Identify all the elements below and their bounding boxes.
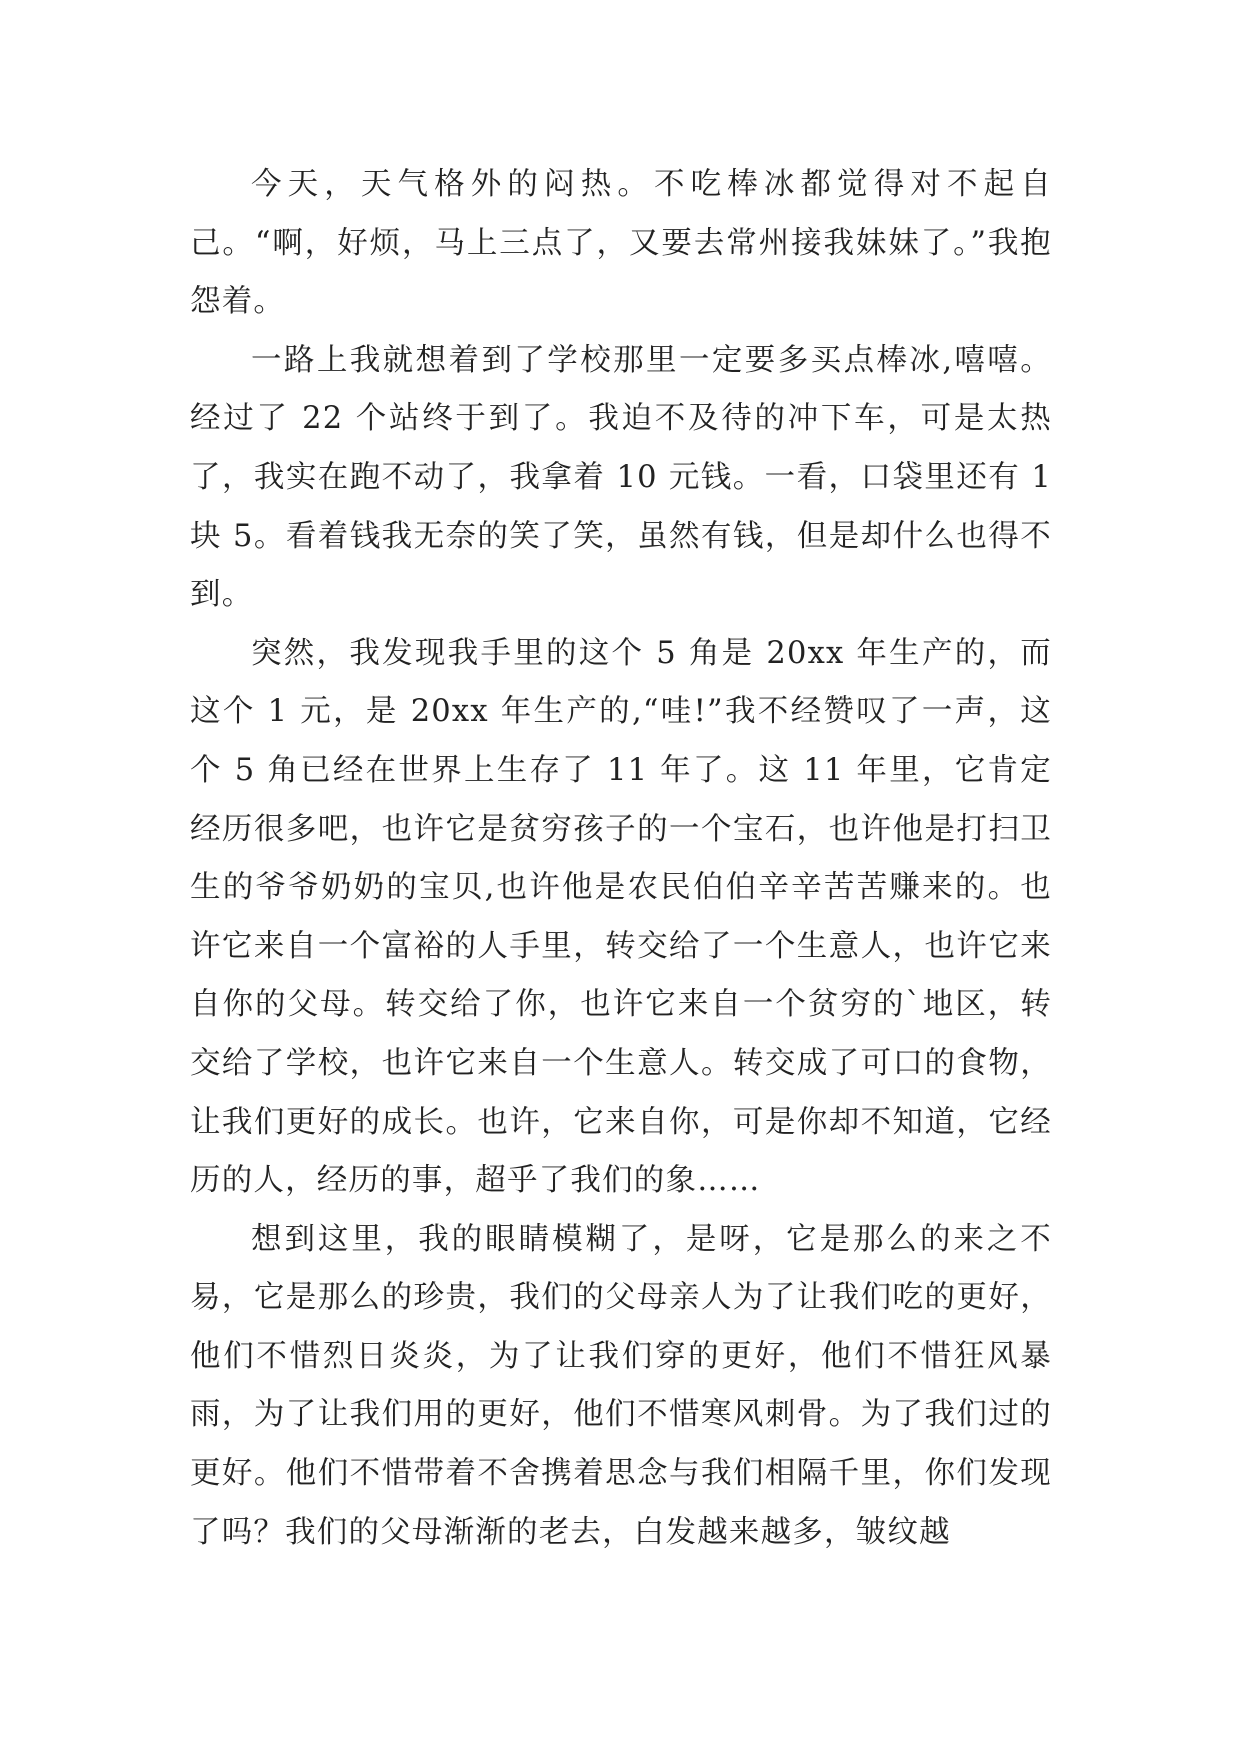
paragraph-1: 今天，天气格外的闷热。不吃棒冰都觉得对不起自己。“啊，好烦，马上三点了，又要去常州接我妹妹了。”我抱怨着。 — [190, 167, 1052, 320]
document-body — [190, 156, 1052, 1562]
paragraph-4: 想到这里，我的眼睛模糊了，是呀，它是那么的来之不易，它是那么的珍贵，我们的父母亲人为了让我们吃的更好，他们不惜烈日炎炎，为了让我们穿的更好，他们不惜狂风暴雨，为了让我们用的更好，他们不惜寒风刺骨。为了我们过的更好。他们不惜带着不舍携着思念与我们相隔千里，你们发现了吗？我们的父母渐渐的老去，白发越来越多，皱纹越 — [190, 1221, 1052, 1550]
paragraph-2: 一路上我就想着到了学校那里一定要多买点棒冰,嘻嘻。经过了 22 个站终于到了。我迫不及待的冲下车，可是太热了，我实在跑不动了，我拿着 10 元钱。一看，口袋里还有 1 块 5。看着钱我无奈的笑了笑，虽然有钱，但是却什么也得不到。 — [190, 342, 1052, 613]
paragraph-3: 突然，我发现我手里的这个 5 角是 20xx 年生产的，而这个 1 元，是 20xx 年生产的,“哇!”我不经赞叹了一声，这个 5 角已经在世界上生存了 11 年了。这 11 年里，它肯定经历很多吧，也许它是贫穷孩子的一个宝石，也许他是打扫卫生的爷爷奶奶的宝贝,也许他是农民伯伯辛辛苦苦赚来的。也许它来自一个富裕的人手里，转交给了一个生意人，也许它来自你的父母。转交给了你，也许它来自一个贫穷的`地区，转交给了学校，也许它来自一个生意人。转交成了可口的食物，让我们更好的成长。也许，它来自你，可是你却不知道，它经历的人，经历的事，超乎了我们的象…… — [190, 635, 1052, 1199]
